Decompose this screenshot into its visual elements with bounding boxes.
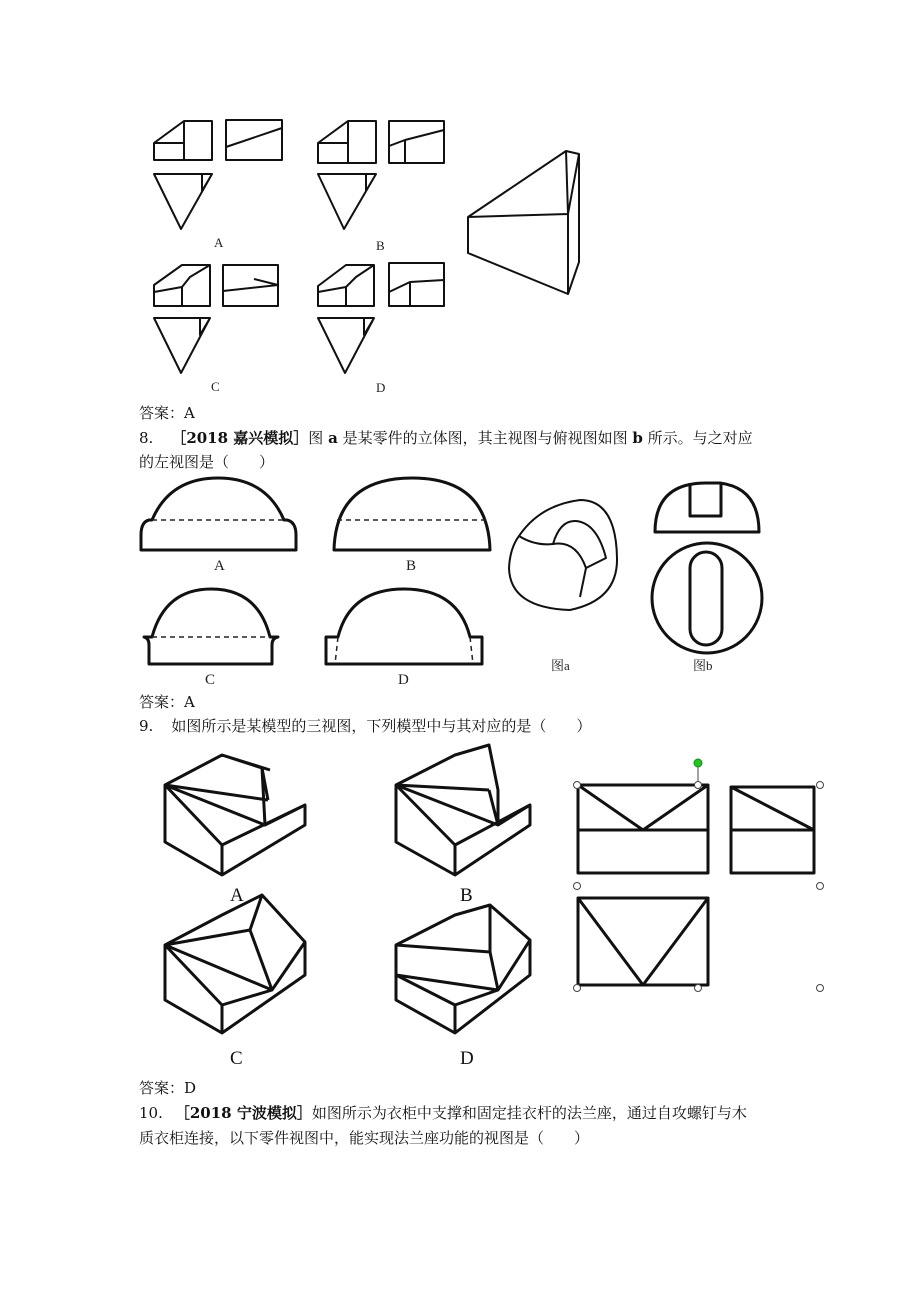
q10-text1: 如图所示为衣柜中支撑和固定挂衣杆的法兰座，通过自攻螺钉与木	[311, 1104, 747, 1122]
q9-answer: 答案：D	[139, 1079, 197, 1097]
q7-label-c: C	[211, 379, 220, 394]
q8-fig-a-caption: 图a	[551, 658, 570, 673]
q8-number: 8.	[139, 429, 154, 447]
q7-label-b: B	[376, 238, 385, 253]
q7-label-d: D	[376, 380, 386, 395]
q8-text3: 所示。与之对应	[642, 429, 753, 447]
q8-answer: 答案：A	[139, 693, 195, 711]
q8-source: ［2018 嘉兴模拟］	[171, 429, 309, 447]
q9-label-b: B	[460, 885, 473, 906]
q8-fig-b-ref: b	[632, 429, 643, 447]
q9-label-a: A	[230, 885, 244, 906]
q8-fig-b-caption: 图b	[693, 658, 713, 673]
q9-label-d: D	[460, 1048, 474, 1069]
q9-number: 9.	[139, 717, 154, 735]
q7-answer: 答案：A	[139, 404, 195, 422]
q8-question-line2: 的左视图是（ ）	[139, 453, 275, 471]
q8-fig-a-ref: a	[328, 429, 338, 447]
q9-label-c: C	[230, 1048, 243, 1069]
q7-label-a: A	[214, 235, 224, 250]
q8-label-a: A	[214, 558, 225, 574]
q8-label-c: C	[205, 672, 216, 688]
q8-text2: 是某零件的立体图，其主视图与俯视图如图	[337, 429, 633, 447]
q10-question-line2: 质衣柜连接，以下零件视图中，能实现法兰座功能的视图是（ ）	[139, 1129, 590, 1147]
q10-number: 10.	[139, 1104, 163, 1122]
q8-label-b: B	[406, 558, 417, 574]
q8-label-d: D	[398, 672, 409, 688]
q10-question-line1	[139, 1103, 747, 1123]
q10-source: ［2018 宁波模拟］	[174, 1104, 312, 1122]
q8-text1: 图	[308, 429, 329, 447]
q9-text: 如图所示是某模型的三视图，下列模型中与其对应的是（ ）	[171, 717, 592, 735]
